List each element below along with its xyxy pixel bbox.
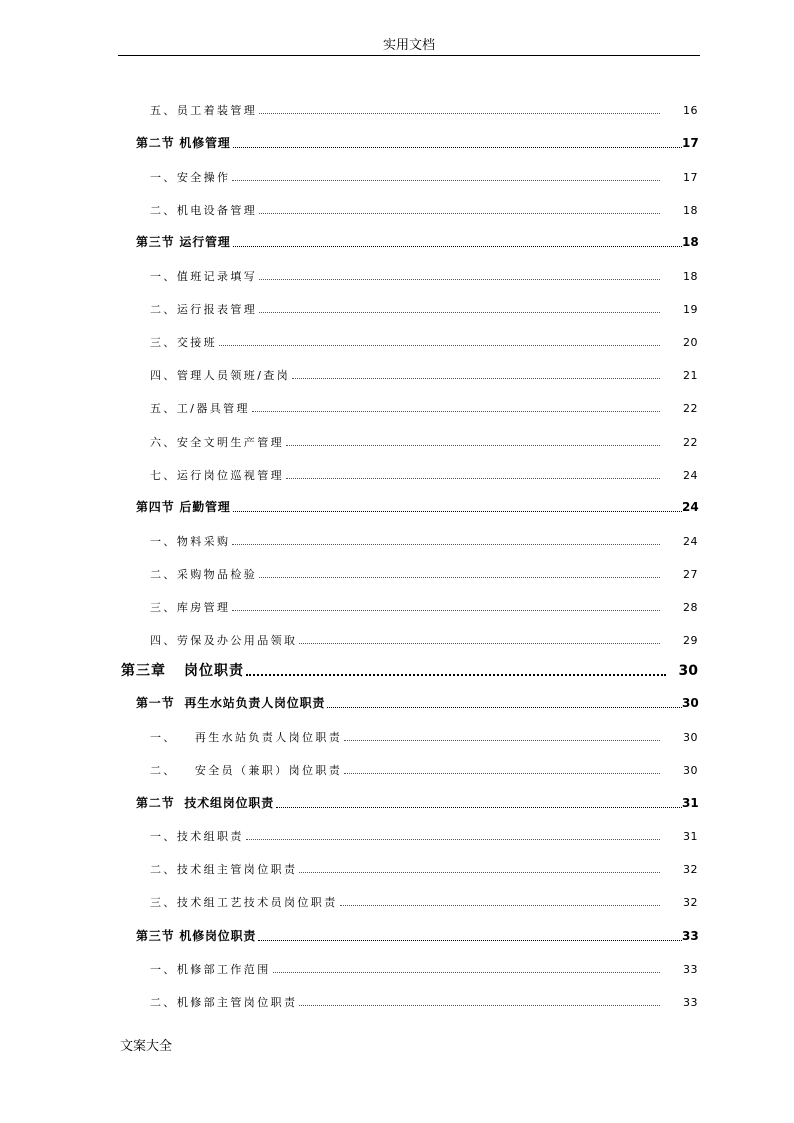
toc-page-number: 27 [683, 568, 698, 581]
toc-entry-label: 二、 安全员（兼职）岗位职责 [150, 764, 343, 777]
toc-page-number: 20 [683, 336, 698, 349]
toc-page-number: 19 [683, 303, 698, 316]
dot-leader [246, 674, 666, 676]
toc-page-number: 29 [683, 634, 698, 647]
toc-entry-label: 一、安全操作 [150, 171, 231, 184]
toc-entry-label: 二、机电设备管理 [150, 204, 258, 217]
toc-page-number: 24 [683, 535, 698, 548]
dot-leader [259, 213, 660, 214]
toc-entry[interactable] [0, 265, 794, 285]
toc-entry-label: 一、 再生水站负责人岗位职责 [150, 731, 343, 744]
toc-entry[interactable] [0, 464, 794, 484]
toc-entry[interactable] [0, 825, 794, 845]
toc-section-entry[interactable] [0, 692, 794, 712]
dot-leader [252, 411, 660, 412]
toc-entry[interactable] [0, 563, 794, 583]
toc-entry-label: 一、机修部工作范围 [150, 963, 271, 976]
toc-entry-label: 第三节 机修岗位职责 [136, 929, 257, 943]
toc-page-number: 31 [683, 830, 698, 843]
dot-leader [233, 147, 682, 148]
toc-section-entry[interactable] [0, 132, 794, 152]
dot-leader [299, 1005, 660, 1006]
toc-entry-label: 第四节 后勤管理 [136, 500, 231, 514]
dot-leader [219, 345, 660, 346]
dot-leader [232, 610, 660, 611]
dot-leader [292, 378, 660, 379]
toc-entry-label: 二、采购物品检验 [150, 568, 258, 581]
toc-entry[interactable] [0, 397, 794, 417]
toc-page-number: 18 [683, 270, 698, 283]
toc-entry[interactable] [0, 364, 794, 384]
dot-leader [259, 113, 660, 114]
toc-entry-label: 四、劳保及办公用品领取 [150, 634, 298, 647]
toc-entry-label: 二、机修部主管岗位职责 [150, 996, 298, 1009]
toc-entry-label: 二、运行报表管理 [150, 303, 258, 316]
dot-leader [259, 312, 660, 313]
toc-page-number: 16 [683, 104, 698, 117]
dot-leader [344, 773, 660, 774]
dot-leader [286, 478, 660, 479]
toc-entry[interactable] [0, 298, 794, 318]
toc-page-number: 30 [678, 663, 698, 679]
toc-entry[interactable] [0, 629, 794, 649]
toc-entry[interactable] [0, 431, 794, 451]
toc-entry-label: 五、员工着装管理 [150, 104, 258, 117]
toc-page-number: 24 [682, 500, 699, 514]
toc-page-number: 22 [683, 402, 698, 415]
toc-entry-label: 一、物料采购 [150, 535, 231, 548]
dot-leader [327, 707, 682, 708]
toc-entry-label: 第二节 机修管理 [136, 136, 231, 150]
header-title: 实用文档 [382, 38, 435, 53]
toc-entry[interactable] [0, 726, 794, 746]
toc-entry[interactable] [0, 858, 794, 878]
dot-leader [273, 972, 660, 973]
toc-entry-label: 一、技术组职责 [150, 830, 244, 843]
toc-page-number: 32 [683, 863, 698, 876]
toc-page-number: 30 [683, 764, 698, 777]
toc-page-number: 32 [683, 896, 698, 909]
toc-entry[interactable] [0, 530, 794, 550]
toc-entry[interactable] [0, 759, 794, 779]
dot-leader [344, 740, 660, 741]
toc-page-number: 30 [682, 696, 699, 710]
footer-text: 文案大全 [120, 1039, 173, 1054]
toc-entry-label: 三、技术组工艺技术员岗位职责 [150, 896, 338, 909]
toc-page-number: 18 [683, 204, 698, 217]
dot-leader [340, 905, 660, 906]
toc-page-number: 24 [683, 469, 698, 482]
toc-entry-label: 三、库房管理 [150, 601, 231, 614]
toc-entry[interactable] [0, 166, 794, 186]
dot-leader [233, 246, 682, 247]
toc-entry[interactable] [0, 958, 794, 978]
toc-entry-label: 二、技术组主管岗位职责 [150, 863, 298, 876]
toc-entry-label: 第三节 运行管理 [136, 235, 231, 249]
toc-entry-label: 五、工/器具管理 [150, 402, 250, 415]
dot-leader [276, 807, 682, 808]
toc-entry-label: 六、安全文明生产管理 [150, 436, 285, 449]
dot-leader [258, 940, 682, 941]
toc-page-number: 33 [682, 929, 699, 943]
toc-entry[interactable] [0, 199, 794, 219]
toc-page-number: 17 [683, 171, 698, 184]
dot-leader [259, 279, 660, 280]
dot-leader [299, 872, 660, 873]
toc-entry-label: 第二节 技术组岗位职责 [136, 796, 275, 810]
dot-leader [232, 180, 660, 181]
dot-leader [259, 577, 660, 578]
toc-page-number: 31 [682, 796, 699, 810]
toc-page-number: 30 [683, 731, 698, 744]
toc-entry-label: 七、运行岗位巡视管理 [150, 469, 285, 482]
toc-entry-label: 第三章 岗位职责 [121, 663, 244, 679]
toc-page-number: 17 [682, 136, 699, 150]
toc-page-number: 18 [682, 235, 699, 249]
toc-entry-label: 四、管理人员领班/查岗 [150, 369, 291, 382]
toc-entry[interactable] [0, 596, 794, 616]
toc-page-number: 21 [683, 369, 698, 382]
toc-page-number: 28 [683, 601, 698, 614]
toc-page-number: 33 [683, 996, 698, 1009]
dot-leader [233, 511, 682, 512]
dot-leader [299, 643, 660, 644]
toc-chapter-entry[interactable] [0, 661, 794, 681]
page-footer [120, 1038, 172, 1056]
toc-entry[interactable] [0, 99, 794, 119]
toc-entry-label: 第一节 再生水站负责人岗位职责 [136, 696, 326, 710]
toc-section-entry[interactable] [0, 496, 794, 516]
toc-page-number: 22 [683, 436, 698, 449]
dot-leader [246, 839, 660, 840]
toc-entry[interactable] [0, 991, 794, 1011]
toc-section-entry[interactable] [0, 925, 794, 945]
toc-page-number: 33 [683, 963, 698, 976]
toc-entry[interactable] [0, 331, 794, 351]
dot-leader [232, 544, 660, 545]
toc-section-entry[interactable] [0, 231, 794, 251]
toc-section-entry[interactable] [0, 792, 794, 812]
toc-entry[interactable] [0, 891, 794, 911]
toc-entry-label: 一、值班记录填写 [150, 270, 258, 283]
toc-entry-label: 三、交接班 [150, 336, 218, 349]
dot-leader [286, 445, 660, 446]
